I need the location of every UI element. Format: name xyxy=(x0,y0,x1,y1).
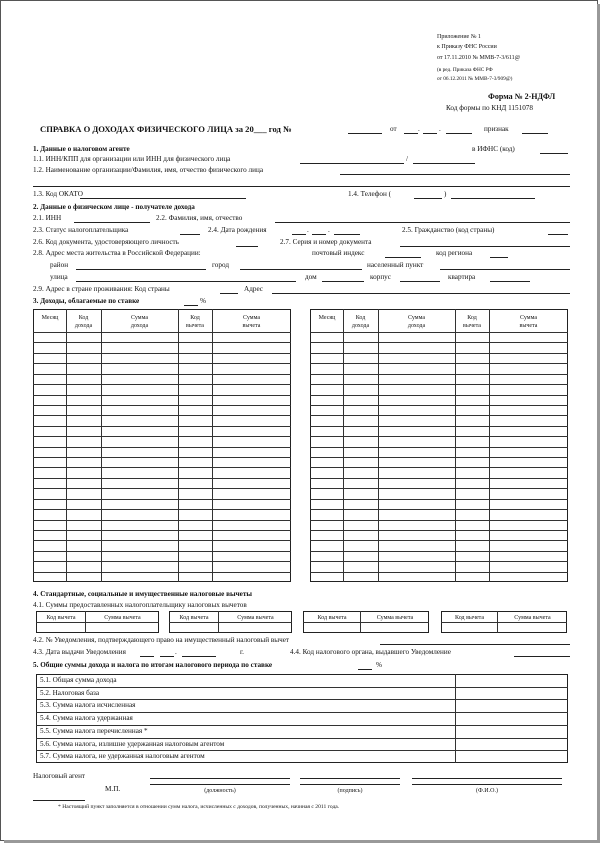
section5-header: 5. Общие суммы дохода и налога по итогам налогового периода по ставке xyxy=(33,661,273,669)
section2-header: 2. Данные о физическом лице - получателе дохода xyxy=(33,203,195,211)
table-row[interactable] xyxy=(310,478,568,479)
notice-year-field[interactable] xyxy=(182,656,216,657)
building-field[interactable] xyxy=(400,281,440,282)
appendix-line: (в ред. Приказа ФНС РФ xyxy=(437,67,493,73)
col-income-sum-2: дохода xyxy=(130,323,149,329)
table-row[interactable] xyxy=(310,415,568,416)
table-row[interactable] xyxy=(33,530,291,531)
table-row[interactable] xyxy=(310,436,568,437)
district-field[interactable] xyxy=(76,269,206,270)
inn-field[interactable] xyxy=(300,163,404,164)
apartment-field[interactable] xyxy=(490,281,530,282)
inn-kpp-label: 1.1. ИНН/КПП для организации или ИНН для физического лица xyxy=(33,155,231,163)
locality-label: населенный пункт xyxy=(367,261,424,269)
totals-value-cell[interactable] xyxy=(456,713,566,724)
doc-code-field[interactable] xyxy=(236,246,258,247)
table-row[interactable] xyxy=(33,457,291,458)
address-field[interactable] xyxy=(272,293,570,294)
table-row[interactable] xyxy=(310,551,568,552)
col-income-code: Код xyxy=(355,315,366,321)
notice-day-field[interactable] xyxy=(140,656,154,657)
table-row[interactable] xyxy=(310,426,568,427)
col-month: Месяц xyxy=(41,315,59,321)
table-row[interactable] xyxy=(310,488,568,489)
table-row[interactable] xyxy=(33,561,291,562)
sign-label: признак xyxy=(484,125,509,133)
section4-header: 4. Стандартные, социальные и имущественные налоговые вычеты xyxy=(33,590,253,598)
section4-sub: 4.1. Суммы предоставленных налогоплательщику налоговых вычетов xyxy=(33,601,247,609)
table-row[interactable] xyxy=(33,467,291,468)
locality-field[interactable] xyxy=(440,269,570,270)
table-row[interactable] xyxy=(310,509,568,510)
totals-row-label: 5.2. Налоговая база xyxy=(40,689,100,697)
address-abroad-label: 2.9. Адрес в стране проживания: Код страны xyxy=(33,285,170,293)
table-row[interactable] xyxy=(33,499,291,500)
date-year-field[interactable] xyxy=(446,133,472,134)
table-row[interactable] xyxy=(310,520,568,521)
date-day-field[interactable] xyxy=(404,133,418,134)
section3-percent: % xyxy=(200,297,206,305)
table-row[interactable] xyxy=(33,405,291,406)
appendix-line: от 17.11.2010 № ММВ-7-3/611@ xyxy=(437,55,521,61)
col-income-sum: Сумма xyxy=(131,315,148,321)
section1-header: 1. Данные о налоговом агенте xyxy=(33,145,130,153)
deduction-code-header: Код вычета xyxy=(46,615,76,621)
table-row[interactable] xyxy=(33,353,291,354)
position-field[interactable] xyxy=(150,778,290,779)
slash: / xyxy=(406,155,408,163)
okato-label: 1.3. Код ОКАТО xyxy=(33,190,83,198)
table-row[interactable] xyxy=(310,363,568,364)
address-rf-label: 2.8. Адрес места жительства в Российской Федерации: xyxy=(33,249,201,257)
table-row[interactable] xyxy=(310,572,568,573)
totals-value-cell[interactable] xyxy=(456,675,566,686)
table-row[interactable] xyxy=(310,457,568,458)
table-row[interactable] xyxy=(33,374,291,375)
totals-row-label: 5.4. Сумма налога удержанная xyxy=(40,714,133,722)
section3-rate-field[interactable] xyxy=(184,305,198,306)
payee-fio-field[interactable] xyxy=(275,222,570,223)
kpp-field[interactable] xyxy=(413,163,475,164)
notice-month-field[interactable] xyxy=(160,656,174,657)
col-income-code-2: дохода xyxy=(74,323,93,329)
totals-row-label: 5.1. Общая сумма дохода xyxy=(40,676,117,684)
col-deduction-code-2: вычета xyxy=(463,323,481,329)
deduction-code-header: Код вычета xyxy=(455,615,484,621)
notice-year-suffix: г. xyxy=(240,648,244,656)
fio-line xyxy=(412,784,562,785)
doc-series-label: 2.7. Серия и номер документа xyxy=(280,238,372,246)
col-deduction-code: Код xyxy=(190,315,200,321)
totals-row-label: 5.3. Сумма налога исчисленная xyxy=(40,701,136,709)
appendix-line: от 06.12.2011 № ММВ-7-3/909@) xyxy=(437,76,513,82)
notice-no-label: 4.2. № Уведомления, подтверждающего право на имущественный налоговый вычет xyxy=(33,636,290,644)
table-row[interactable] xyxy=(310,499,568,500)
table-row[interactable] xyxy=(33,426,291,427)
status-field[interactable] xyxy=(180,234,200,235)
signature-line xyxy=(300,784,400,785)
postcode-field[interactable] xyxy=(385,257,421,258)
dob-month-field[interactable] xyxy=(312,234,326,235)
totals-value-cell[interactable] xyxy=(456,739,566,750)
appendix-line: к Приказу ФНС России xyxy=(437,44,497,50)
deduction-sum-header: Сумма вычета xyxy=(104,615,141,621)
footnote-rule xyxy=(33,800,85,801)
table-row[interactable] xyxy=(310,467,568,468)
tax-org-label: 4.4. Код налогового органа, выдавшего Уведомление xyxy=(290,648,451,656)
sign-caption: (подпись) xyxy=(337,788,363,794)
house-field[interactable] xyxy=(322,281,364,282)
payee-fio-label: 2.2. Фамилия, имя, отчество xyxy=(156,214,243,222)
col-month: Месяц xyxy=(318,315,336,321)
country-code-field[interactable] xyxy=(220,293,238,294)
col-deduction-sum-2: вычета xyxy=(242,323,261,329)
deduction-code-header: Код вычета xyxy=(179,615,209,621)
table-row[interactable] xyxy=(33,395,291,396)
ifns-field[interactable] xyxy=(540,153,568,154)
street-field[interactable] xyxy=(76,281,296,282)
fio-caption: (Ф.И.О.) xyxy=(476,788,498,794)
tax-org-field[interactable] xyxy=(514,656,570,657)
notice-no-field[interactable] xyxy=(380,644,570,645)
totals-value-cell[interactable] xyxy=(456,726,566,737)
dob-label: 2.4. Дата рождения xyxy=(208,226,267,234)
appendix-line: Приложение № 1 xyxy=(437,34,481,40)
city-field[interactable] xyxy=(240,269,362,270)
table-row[interactable] xyxy=(310,447,568,448)
date-month-field[interactable] xyxy=(423,133,437,134)
postcode-label: почтовый индекс xyxy=(312,249,365,257)
table-row[interactable] xyxy=(33,342,291,343)
position-caption: (должность) xyxy=(204,788,236,794)
table-row[interactable] xyxy=(33,551,291,552)
table-row[interactable] xyxy=(33,363,291,364)
totals-value-cell[interactable] xyxy=(456,700,566,711)
table-row[interactable] xyxy=(310,342,568,343)
table-row[interactable] xyxy=(33,478,291,479)
okato-field[interactable] xyxy=(80,198,246,199)
deduction-code-header: Код вычета xyxy=(317,615,347,621)
table-row[interactable] xyxy=(33,572,291,573)
certificate-number-field[interactable] xyxy=(348,133,382,134)
building-label: корпус xyxy=(370,273,391,281)
citizenship-label: 2.5. Гражданство (код страны) xyxy=(402,226,495,234)
city-label: город xyxy=(212,261,229,269)
col-income-sum: Сумма xyxy=(408,315,425,321)
table-row[interactable] xyxy=(310,540,568,541)
date-label: от xyxy=(390,125,397,133)
doc-code-label: 2.6. Код документа, удостоверяющего личность xyxy=(33,238,179,246)
table-row[interactable] xyxy=(33,520,291,521)
dob-day-field[interactable] xyxy=(292,234,306,235)
table-row[interactable] xyxy=(33,415,291,416)
position-line xyxy=(150,784,290,785)
house-label: дом xyxy=(305,273,317,281)
status-label: 2.3. Статус налогоплательщика xyxy=(33,226,129,234)
agent-fio-field[interactable] xyxy=(412,778,562,779)
street-label: улица xyxy=(50,273,68,281)
signature-field[interactable] xyxy=(300,778,400,779)
section3-header: 3. Доходы, облагаемые по ставке xyxy=(33,297,140,305)
phone-code-field[interactable] xyxy=(414,198,442,199)
totals-value-cell[interactable] xyxy=(456,751,566,762)
certificate-title: СПРАВКА О ДОХОДАХ ФИЗИЧЕСКОГО ЛИЦА за 20___ год № xyxy=(40,124,292,134)
table-row[interactable] xyxy=(310,353,568,354)
region-field[interactable] xyxy=(490,257,508,258)
apartment-label: квартира xyxy=(448,273,476,281)
org-name-label: 1.2. Наименование организации/Фамилия, имя, отчество физического лица xyxy=(33,166,264,174)
sign-field[interactable] xyxy=(522,133,548,134)
table-row[interactable] xyxy=(33,447,291,448)
payee-inn-field[interactable] xyxy=(74,222,150,223)
section5-percent: % xyxy=(376,661,382,669)
notice-date-label: 4.3. Дата выдачи Уведомления xyxy=(33,648,126,656)
table-row[interactable] xyxy=(310,405,568,406)
table-row[interactable] xyxy=(33,509,291,510)
deduction-sum-header: Сумма вычета xyxy=(514,615,551,621)
deduction-sum-header: Сумма вычета xyxy=(376,615,414,621)
col-deduction-sum-2: вычета xyxy=(519,323,538,329)
footnote: * Настоящий пункт заполняется в отношении сумм налога, исчисленных с доходов, полученных, начиная с 2011 года. xyxy=(58,804,340,810)
col-income-sum-2: дохода xyxy=(407,323,426,329)
phone-field[interactable] xyxy=(451,198,535,199)
payee-inn-label: 2.1. ИНН xyxy=(33,214,62,222)
table-row[interactable] xyxy=(310,384,568,385)
totals-value-cell[interactable] xyxy=(456,688,566,699)
phone-close: ) xyxy=(444,190,447,198)
table-row[interactable] xyxy=(33,540,291,541)
form-name: Форма № 2-НДФЛ xyxy=(488,92,556,101)
citizenship-field[interactable] xyxy=(548,234,568,235)
org-name-field[interactable] xyxy=(340,174,570,175)
totals-row-label: 5.5. Сумма налога перечисленная * xyxy=(40,727,148,735)
district-label: район xyxy=(50,261,69,269)
ifns-label: в ИФНС (код) xyxy=(472,145,515,153)
mp-label: М.П. xyxy=(105,785,121,793)
table-row[interactable] xyxy=(310,561,568,562)
col-deduction-code-2: вычета xyxy=(186,323,204,329)
section5-rate-field[interactable] xyxy=(358,669,372,670)
org-name-field-2[interactable] xyxy=(33,186,570,187)
col-deduction-code: Код xyxy=(467,315,477,321)
col-deduction-sum: Сумма xyxy=(520,315,537,321)
totals-row-label: 5.7. Сумма налога, не удержанная налоговым агентом xyxy=(40,752,205,760)
table-row[interactable] xyxy=(310,374,568,375)
form-knd: Код формы по КНД 1151078 xyxy=(446,104,533,112)
table-row[interactable] xyxy=(310,530,568,531)
col-deduction-sum: Сумма xyxy=(243,315,260,321)
col-income-code: Код xyxy=(78,315,89,321)
address-label: Адрес xyxy=(244,285,264,293)
table-row[interactable] xyxy=(33,488,291,489)
col-income-code-2: дохода xyxy=(351,323,370,329)
deduction-sum-header: Сумма вычета xyxy=(237,615,274,621)
table-row[interactable] xyxy=(33,436,291,437)
dob-year-field[interactable] xyxy=(334,234,360,235)
phone-label: 1.4. Телефон ( xyxy=(348,190,392,198)
region-label: код региона xyxy=(436,249,473,257)
doc-series-field[interactable] xyxy=(400,246,570,247)
agent-label: Налоговый агент xyxy=(33,772,86,780)
table-row[interactable] xyxy=(33,384,291,385)
totals-row-label: 5.6. Сумма налога, излишне удержанная налоговым агентом xyxy=(40,740,225,748)
table-row[interactable] xyxy=(310,395,568,396)
